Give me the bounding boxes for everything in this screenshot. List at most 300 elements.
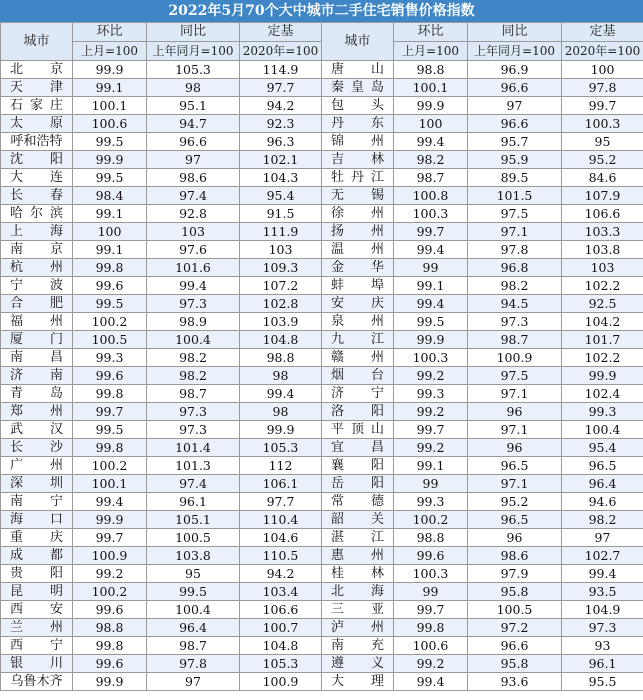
base-value: 92.5	[562, 295, 643, 313]
yoy-value: 97.1	[468, 421, 562, 439]
base-value: 107.9	[562, 187, 643, 205]
base-value: 103.4	[240, 583, 322, 601]
table-row	[1, 475, 643, 493]
base-value: 102.1	[240, 151, 322, 169]
base-value: 100.9	[240, 673, 322, 691]
yoy-value: 96.5	[468, 457, 562, 475]
yoy-value: 95.1	[147, 97, 240, 115]
header-yoy-sub-left: 上年同月=100	[147, 42, 240, 61]
base-value: 93.5	[562, 583, 643, 601]
base-value: 109.3	[240, 259, 322, 277]
base-value: 99.4	[240, 385, 322, 403]
header-mom-left: 环比	[73, 23, 147, 42]
city-name: 烟台	[322, 367, 394, 385]
mom-value: 98.8	[394, 529, 468, 547]
base-value: 104.8	[240, 637, 322, 655]
city-name: 锦州	[322, 133, 394, 151]
city-name: 深圳	[1, 475, 73, 493]
yoy-value: 95	[147, 565, 240, 583]
mom-value: 99.5	[394, 313, 468, 331]
base-value: 102.7	[562, 547, 643, 565]
city-name: 洛阳	[322, 403, 394, 421]
mom-value: 100.3	[394, 565, 468, 583]
yoy-value: 97.1	[468, 385, 562, 403]
table-row	[1, 637, 643, 655]
header-mom-right: 环比	[394, 23, 468, 42]
yoy-value: 97	[147, 673, 240, 691]
base-value: 94.6	[562, 493, 643, 511]
base-value: 99.7	[562, 97, 643, 115]
mom-value: 99.4	[394, 241, 468, 259]
yoy-value: 96.6	[147, 133, 240, 151]
base-value: 99.9	[240, 421, 322, 439]
yoy-value: 98.7	[147, 385, 240, 403]
mom-value: 99.2	[394, 655, 468, 673]
city-name: 牡丹江	[322, 169, 394, 187]
city-name: 乌鲁木齐	[1, 673, 73, 691]
yoy-value: 98.2	[147, 349, 240, 367]
yoy-value: 96	[468, 403, 562, 421]
yoy-value: 99.4	[147, 277, 240, 295]
city-name: 太原	[1, 115, 73, 133]
city-name: 温州	[322, 241, 394, 259]
mom-value: 99.4	[73, 493, 147, 511]
table-row	[1, 511, 643, 529]
base-value: 105.3	[240, 655, 322, 673]
mom-value: 99.5	[73, 295, 147, 313]
city-name: 长春	[1, 187, 73, 205]
mom-value: 99.8	[73, 259, 147, 277]
city-name: 北京	[1, 61, 73, 79]
yoy-value: 97.3	[147, 421, 240, 439]
table-row	[1, 259, 643, 277]
yoy-value: 101.6	[147, 259, 240, 277]
mom-value: 99.3	[394, 385, 468, 403]
city-name: 桂林	[322, 565, 394, 583]
yoy-value: 98.7	[147, 637, 240, 655]
city-name: 上海	[1, 223, 73, 241]
yoy-value: 97.1	[468, 223, 562, 241]
table-row	[1, 151, 643, 169]
mom-value: 99.4	[394, 295, 468, 313]
table-row	[1, 367, 643, 385]
city-name: 赣州	[322, 349, 394, 367]
mom-value: 98.2	[394, 151, 468, 169]
table-row	[1, 565, 643, 583]
base-value: 94.2	[240, 97, 322, 115]
mom-value: 98.4	[73, 187, 147, 205]
city-name: 三亚	[322, 601, 394, 619]
header-base-right: 定基	[562, 23, 643, 42]
yoy-value: 105.1	[147, 511, 240, 529]
city-name: 遵义	[322, 655, 394, 673]
city-name: 呼和浩特	[1, 133, 73, 151]
yoy-value: 101.4	[147, 439, 240, 457]
table-row	[1, 223, 643, 241]
yoy-value: 98.9	[147, 313, 240, 331]
table-row	[1, 403, 643, 421]
base-value: 91.5	[240, 205, 322, 223]
yoy-value: 100.5	[468, 601, 562, 619]
mom-value: 100	[394, 115, 468, 133]
table-row	[1, 619, 643, 637]
table-row	[1, 583, 643, 601]
yoy-value: 97.3	[468, 313, 562, 331]
mom-value: 100.3	[394, 349, 468, 367]
base-value: 103.9	[240, 313, 322, 331]
base-value: 92.3	[240, 115, 322, 133]
yoy-value: 96	[468, 439, 562, 457]
base-value: 95.2	[562, 151, 643, 169]
yoy-value: 96.6	[468, 79, 562, 97]
city-name: 济南	[1, 367, 73, 385]
table-row	[1, 313, 643, 331]
yoy-value: 96.1	[147, 493, 240, 511]
city-name: 济宁	[322, 385, 394, 403]
mom-value: 100.6	[394, 637, 468, 655]
base-value: 99.4	[562, 565, 643, 583]
base-value: 102.8	[240, 295, 322, 313]
city-name: 南昌	[1, 349, 73, 367]
city-name: 杭州	[1, 259, 73, 277]
city-name: 长沙	[1, 439, 73, 457]
city-name: 平顶山	[322, 421, 394, 439]
mom-value: 99.6	[73, 367, 147, 385]
city-name: 重庆	[1, 529, 73, 547]
city-name: 秦皇岛	[322, 79, 394, 97]
header-base-sub-right: 2020年=100	[562, 42, 643, 61]
base-value: 106.6	[240, 601, 322, 619]
yoy-value: 97.6	[147, 241, 240, 259]
yoy-value: 97.9	[468, 565, 562, 583]
city-name: 大理	[322, 673, 394, 691]
yoy-value: 95.2	[468, 493, 562, 511]
yoy-value: 97.4	[147, 475, 240, 493]
base-value: 95.5	[562, 673, 643, 691]
base-value: 104.9	[562, 601, 643, 619]
mom-value: 99.8	[394, 619, 468, 637]
city-name: 南充	[322, 637, 394, 655]
city-name: 吉林	[322, 151, 394, 169]
base-value: 105.3	[240, 439, 322, 457]
mom-value: 99.4	[394, 673, 468, 691]
yoy-value: 96.6	[468, 115, 562, 133]
city-name: 金华	[322, 259, 394, 277]
table-row	[1, 601, 643, 619]
table-row	[1, 457, 643, 475]
city-name: 兰州	[1, 619, 73, 637]
yoy-value: 98.2	[468, 277, 562, 295]
base-value: 103	[240, 241, 322, 259]
mom-value: 99.7	[73, 529, 147, 547]
mom-value: 100.2	[73, 313, 147, 331]
table-row	[1, 169, 643, 187]
table-row	[1, 547, 643, 565]
mom-value: 98.7	[394, 169, 468, 187]
mom-value: 100	[73, 223, 147, 241]
base-value: 100	[562, 61, 643, 79]
base-value: 104.3	[240, 169, 322, 187]
header-base-left: 定基	[240, 23, 322, 42]
base-value: 96.4	[562, 475, 643, 493]
city-name: 韶关	[322, 511, 394, 529]
header-yoy-right: 同比	[468, 23, 562, 42]
city-name: 唐山	[322, 61, 394, 79]
table-row	[1, 529, 643, 547]
city-name: 西安	[1, 601, 73, 619]
mom-value: 100.2	[73, 457, 147, 475]
mom-value: 99.9	[73, 673, 147, 691]
city-name: 湛江	[322, 529, 394, 547]
yoy-value: 100.5	[147, 529, 240, 547]
city-name: 扬州	[322, 223, 394, 241]
mom-value: 99.8	[73, 439, 147, 457]
city-name: 安庆	[322, 295, 394, 313]
mom-value: 100.6	[73, 115, 147, 133]
mom-value: 100.1	[73, 97, 147, 115]
mom-value: 99.8	[73, 637, 147, 655]
city-name: 蚌埠	[322, 277, 394, 295]
base-value: 99.9	[562, 367, 643, 385]
yoy-value: 100.4	[147, 601, 240, 619]
city-name: 襄阳	[322, 457, 394, 475]
header-base-sub-left: 2020年=100	[240, 42, 322, 61]
yoy-value: 96.8	[468, 259, 562, 277]
mom-value: 99.5	[73, 169, 147, 187]
yoy-value: 97	[468, 97, 562, 115]
yoy-value: 96	[468, 529, 562, 547]
mom-value: 99.6	[73, 277, 147, 295]
yoy-value: 98.7	[468, 331, 562, 349]
header-city-right: 城市	[322, 23, 394, 61]
mom-value: 98.8	[394, 61, 468, 79]
city-name: 大连	[1, 169, 73, 187]
city-name: 北海	[322, 583, 394, 601]
base-value: 114.9	[240, 61, 322, 79]
page-title: 2022年5月70个大中城市二手住宅销售价格指数	[0, 0, 643, 22]
header-row-main	[1, 23, 643, 42]
base-value: 98	[240, 403, 322, 421]
base-value: 102.4	[562, 385, 643, 403]
mom-value: 99.7	[394, 421, 468, 439]
yoy-value: 97.5	[468, 367, 562, 385]
mom-value: 99.2	[394, 439, 468, 457]
base-value: 99.3	[562, 403, 643, 421]
base-value: 94.2	[240, 565, 322, 583]
mom-value: 99.4	[394, 133, 468, 151]
base-value: 104.6	[240, 529, 322, 547]
table-row	[1, 277, 643, 295]
yoy-value: 96.9	[468, 61, 562, 79]
mom-value: 99.1	[73, 241, 147, 259]
city-name: 海口	[1, 511, 73, 529]
base-value: 102.2	[562, 277, 643, 295]
yoy-value: 96.4	[147, 619, 240, 637]
table-row	[1, 79, 643, 97]
table-row	[1, 187, 643, 205]
city-name: 包头	[322, 97, 394, 115]
yoy-value: 98.6	[147, 169, 240, 187]
table-row	[1, 97, 643, 115]
base-value: 84.6	[562, 169, 643, 187]
mom-value: 100.2	[394, 511, 468, 529]
yoy-value: 103.8	[147, 547, 240, 565]
mom-value: 99.5	[73, 421, 147, 439]
city-name: 郑州	[1, 403, 73, 421]
table-row	[1, 349, 643, 367]
table-row	[1, 421, 643, 439]
yoy-value: 98.6	[468, 547, 562, 565]
mom-value: 98.8	[73, 619, 147, 637]
header-yoy-left: 同比	[147, 23, 240, 42]
city-name: 广州	[1, 457, 73, 475]
mom-value: 99.8	[73, 385, 147, 403]
header-city-left: 城市	[1, 23, 73, 61]
city-name: 南京	[1, 241, 73, 259]
yoy-value: 97.3	[147, 403, 240, 421]
yoy-value: 95.8	[468, 655, 562, 673]
yoy-value: 95.9	[468, 151, 562, 169]
city-name: 南宁	[1, 493, 73, 511]
city-name: 武汉	[1, 421, 73, 439]
mom-value: 99.6	[394, 547, 468, 565]
yoy-value: 94.5	[468, 295, 562, 313]
base-value: 100.4	[562, 421, 643, 439]
base-value: 98	[240, 367, 322, 385]
mom-value: 100.8	[394, 187, 468, 205]
table-row	[1, 205, 643, 223]
header-mom-sub-left: 上月=100	[73, 42, 147, 61]
mom-value: 99.1	[394, 277, 468, 295]
table-row	[1, 115, 643, 133]
base-value: 111.9	[240, 223, 322, 241]
base-value: 100.7	[240, 619, 322, 637]
city-name: 沈阳	[1, 151, 73, 169]
city-name: 丹东	[322, 115, 394, 133]
yoy-value: 95.7	[468, 133, 562, 151]
city-name: 银川	[1, 655, 73, 673]
yoy-value: 103	[147, 223, 240, 241]
mom-value: 99.9	[73, 151, 147, 169]
base-value: 101.7	[562, 331, 643, 349]
table-row	[1, 673, 643, 691]
base-value: 104.8	[240, 331, 322, 349]
yoy-value: 94.7	[147, 115, 240, 133]
city-name: 成都	[1, 547, 73, 565]
yoy-value: 97.8	[147, 655, 240, 673]
table-row	[1, 133, 643, 151]
base-value: 97.8	[562, 79, 643, 97]
mom-value: 99.9	[73, 61, 147, 79]
base-value: 96.5	[562, 457, 643, 475]
mom-value: 99.7	[394, 223, 468, 241]
mom-value: 99.2	[73, 565, 147, 583]
base-value: 103.8	[562, 241, 643, 259]
mom-value: 100.5	[73, 331, 147, 349]
table-body	[1, 61, 643, 691]
base-value: 103.3	[562, 223, 643, 241]
city-name: 宁波	[1, 277, 73, 295]
yoy-value: 97.8	[468, 241, 562, 259]
city-name: 天津	[1, 79, 73, 97]
base-value: 98.2	[562, 511, 643, 529]
mom-value: 99.1	[73, 79, 147, 97]
mom-value: 99	[394, 475, 468, 493]
base-value: 97	[562, 529, 643, 547]
city-name: 石家庄	[1, 97, 73, 115]
mom-value: 99.3	[394, 493, 468, 511]
table-row	[1, 655, 643, 673]
mom-value: 99.2	[394, 367, 468, 385]
city-name: 宜昌	[322, 439, 394, 457]
city-name: 惠州	[322, 547, 394, 565]
base-value: 96.3	[240, 133, 322, 151]
base-value: 97.7	[240, 493, 322, 511]
yoy-value: 96.6	[468, 637, 562, 655]
yoy-value: 105.3	[147, 61, 240, 79]
table-row	[1, 295, 643, 313]
header-mom-sub-right: 上月=100	[394, 42, 468, 61]
price-index-table	[0, 22, 643, 691]
yoy-value: 101.3	[147, 457, 240, 475]
yoy-value: 89.5	[468, 169, 562, 187]
table-row	[1, 439, 643, 457]
base-value: 93	[562, 637, 643, 655]
yoy-value: 97.2	[468, 619, 562, 637]
mom-value: 100.1	[394, 79, 468, 97]
header-yoy-sub-right: 上年同月=100	[468, 42, 562, 61]
yoy-value: 92.8	[147, 205, 240, 223]
city-name: 昆明	[1, 583, 73, 601]
city-name: 福州	[1, 313, 73, 331]
base-value: 100.3	[562, 115, 643, 133]
city-name: 合肥	[1, 295, 73, 313]
city-name: 泸州	[322, 619, 394, 637]
yoy-value: 97.5	[468, 205, 562, 223]
base-value: 106.6	[562, 205, 643, 223]
mom-value: 100.3	[394, 205, 468, 223]
yoy-value: 97.1	[468, 475, 562, 493]
base-value: 104.2	[562, 313, 643, 331]
yoy-value: 97.4	[147, 187, 240, 205]
yoy-value: 99.5	[147, 583, 240, 601]
yoy-value: 96.5	[468, 511, 562, 529]
base-value: 97.3	[562, 619, 643, 637]
city-name: 徐州	[322, 205, 394, 223]
table-row	[1, 385, 643, 403]
city-name: 九江	[322, 331, 394, 349]
table-row	[1, 61, 643, 79]
base-value: 112	[240, 457, 322, 475]
city-name: 常德	[322, 493, 394, 511]
mom-value: 99	[394, 583, 468, 601]
city-name: 厦门	[1, 331, 73, 349]
mom-value: 100.1	[73, 475, 147, 493]
base-value: 97.7	[240, 79, 322, 97]
table-row	[1, 241, 643, 259]
mom-value: 99.7	[394, 601, 468, 619]
base-value: 102.2	[562, 349, 643, 367]
mom-value: 99.3	[73, 349, 147, 367]
base-value: 110.4	[240, 511, 322, 529]
yoy-value: 101.5	[468, 187, 562, 205]
base-value: 95.4	[240, 187, 322, 205]
mom-value: 99.1	[394, 457, 468, 475]
base-value: 96.1	[562, 655, 643, 673]
city-name: 青岛	[1, 385, 73, 403]
base-value: 98.8	[240, 349, 322, 367]
yoy-value: 100.9	[468, 349, 562, 367]
